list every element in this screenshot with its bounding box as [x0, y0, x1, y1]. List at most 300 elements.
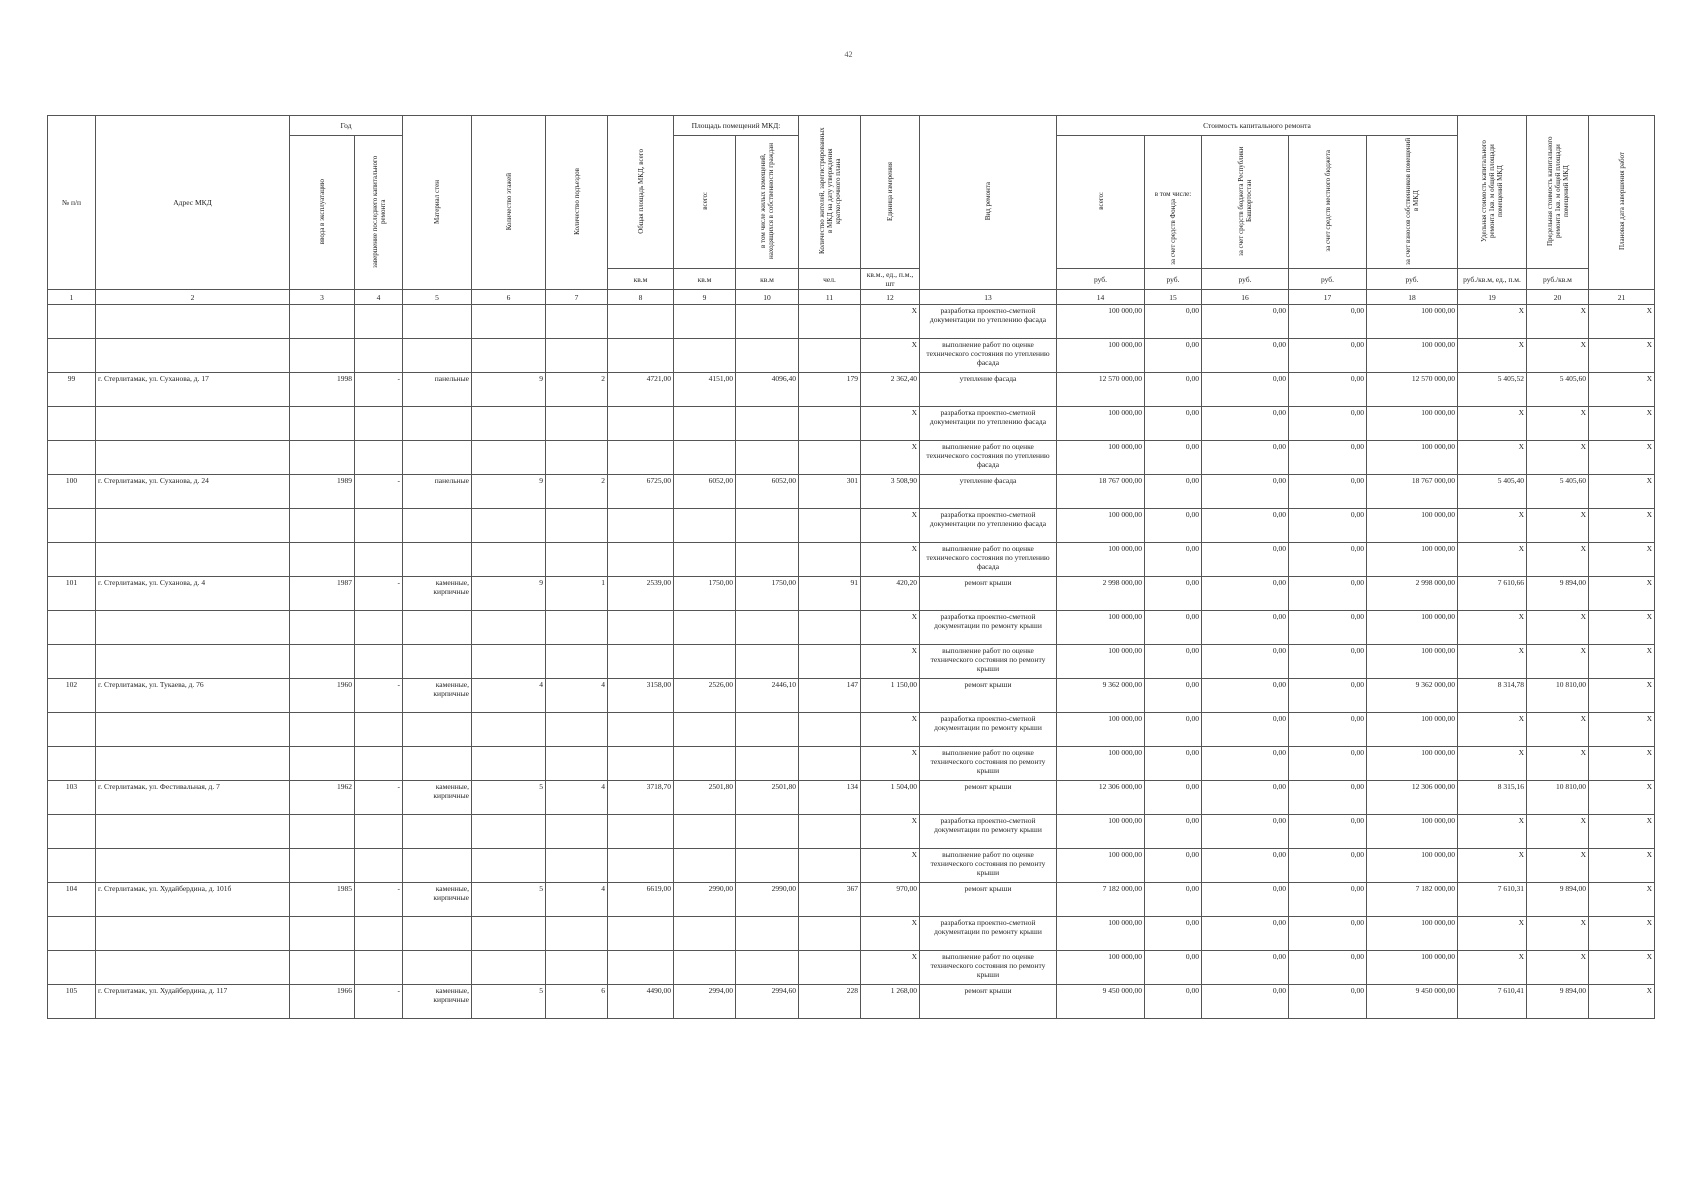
- area-cell: 3718,70: [608, 781, 674, 815]
- republic-cell: 0,00: [1202, 475, 1289, 509]
- material-cell: [403, 543, 472, 577]
- header-wall-material: Материал стен: [403, 116, 472, 290]
- entrances-cell: [546, 713, 608, 747]
- entrances-cell: [546, 849, 608, 883]
- owners-cell: 100 000,00: [1367, 441, 1458, 475]
- unit-value-cell: X: [861, 645, 920, 679]
- last-repair-cell: -: [355, 679, 403, 713]
- local-cell: 0,00: [1289, 543, 1367, 577]
- cost-total-cell: 100 000,00: [1057, 339, 1145, 373]
- table-row: [48, 985, 1655, 1019]
- column-number: 17: [1289, 290, 1367, 305]
- owners-cell: 100 000,00: [1367, 951, 1458, 985]
- residents-cell: [799, 713, 861, 747]
- cost-total-cell: 9 362 000,00: [1057, 679, 1145, 713]
- local-cell: 0,00: [1289, 611, 1367, 645]
- floors-cell: [472, 917, 546, 951]
- year-cell: [290, 747, 355, 781]
- area-cell: 4721,00: [608, 373, 674, 407]
- planned-date-cell: X: [1589, 543, 1655, 577]
- max-cost-cell: 10 810,00: [1527, 679, 1589, 713]
- material-cell: [403, 747, 472, 781]
- row-num: [48, 543, 96, 577]
- last-repair-cell: [355, 951, 403, 985]
- republic-cell: 0,00: [1202, 577, 1289, 611]
- repair-type-cell: разработка проектно-сметной документации по утеплению фасада: [920, 305, 1057, 339]
- owners-cell: 2 998 000,00: [1367, 577, 1458, 611]
- specific-cost-cell: X: [1458, 951, 1527, 985]
- repair-type-cell: разработка проектно-сметной документации по ремонту крыши: [920, 611, 1057, 645]
- residents-cell: [799, 509, 861, 543]
- header-year-group: Год: [290, 116, 403, 136]
- address-cell: [96, 441, 290, 475]
- max-cost-cell: X: [1527, 407, 1589, 441]
- address-cell: [96, 339, 290, 373]
- unit-cell: руб.: [1145, 269, 1202, 290]
- last-repair-cell: -: [355, 577, 403, 611]
- unit-cell: руб.: [1367, 269, 1458, 290]
- unit-cell: руб.: [1202, 269, 1289, 290]
- row-num: 102: [48, 679, 96, 713]
- material-cell: каменные, кирпичные: [403, 883, 472, 917]
- address-cell: [96, 407, 290, 441]
- unit-cell: руб.: [1057, 269, 1145, 290]
- address-cell: [96, 713, 290, 747]
- fund-cell: 0,00: [1145, 679, 1202, 713]
- max-cost-cell: X: [1527, 815, 1589, 849]
- entrances-cell: 1: [546, 577, 608, 611]
- year-cell: [290, 951, 355, 985]
- repair-type-cell: выполнение работ по оценке технического состояния по утеплению фасада: [920, 339, 1057, 373]
- planned-date-cell: X: [1589, 679, 1655, 713]
- local-cell: 0,00: [1289, 815, 1367, 849]
- local-cell: 0,00: [1289, 645, 1367, 679]
- cost-total-cell: 100 000,00: [1057, 509, 1145, 543]
- last-repair-cell: [355, 305, 403, 339]
- unit-value-cell: 970,00: [861, 883, 920, 917]
- owned-cell: 2501,80: [736, 781, 799, 815]
- republic-cell: 0,00: [1202, 713, 1289, 747]
- specific-cost-cell: X: [1458, 849, 1527, 883]
- owners-cell: 100 000,00: [1367, 713, 1458, 747]
- owned-cell: 4096,40: [736, 373, 799, 407]
- owners-cell: 100 000,00: [1367, 339, 1458, 373]
- unit-cell: кв.м: [674, 269, 736, 290]
- entrances-cell: [546, 815, 608, 849]
- address-cell: г. Стерлитамак, ул. Фестивальная, д. 7: [96, 781, 290, 815]
- table-row: [48, 407, 1655, 441]
- year-cell: 1960: [290, 679, 355, 713]
- planned-date-cell: X: [1589, 441, 1655, 475]
- material-cell: [403, 441, 472, 475]
- planned-date-cell: X: [1589, 815, 1655, 849]
- owned-cell: 6052,00: [736, 475, 799, 509]
- floors-cell: 9: [472, 373, 546, 407]
- column-number: 2: [96, 290, 290, 305]
- max-cost-cell: 9 894,00: [1527, 883, 1589, 917]
- owned-cell: [736, 611, 799, 645]
- premises-cell: [674, 815, 736, 849]
- column-number: 13: [920, 290, 1057, 305]
- residents-cell: [799, 305, 861, 339]
- last-repair-cell: -: [355, 883, 403, 917]
- premises-cell: 2501,80: [674, 781, 736, 815]
- owned-cell: [736, 441, 799, 475]
- column-number: 4: [355, 290, 403, 305]
- entrances-cell: [546, 509, 608, 543]
- unit-value-cell: X: [861, 441, 920, 475]
- area-cell: [608, 509, 674, 543]
- republic-cell: 0,00: [1202, 883, 1289, 917]
- republic-cell: 0,00: [1202, 543, 1289, 577]
- cost-total-cell: 9 450 000,00: [1057, 985, 1145, 1019]
- unit-value-cell: 1 268,00: [861, 985, 920, 1019]
- area-cell: [608, 339, 674, 373]
- max-cost-cell: X: [1527, 543, 1589, 577]
- repair-type-cell: выполнение работ по оценке технического состояния по утеплению фасада: [920, 543, 1057, 577]
- table-row: [48, 713, 1655, 747]
- table-row: [48, 441, 1655, 475]
- floors-cell: 5: [472, 781, 546, 815]
- planned-date-cell: X: [1589, 781, 1655, 815]
- floors-cell: [472, 407, 546, 441]
- table-row: [48, 917, 1655, 951]
- header-cost-group: Стоимость капитального ремонта: [1057, 116, 1458, 136]
- premises-cell: 2994,00: [674, 985, 736, 1019]
- header-specific-cost: Удельная стоимость капитального ремонта 1кв. м общей площади помещений МКД: [1458, 116, 1527, 269]
- material-cell: [403, 305, 472, 339]
- max-cost-cell: X: [1527, 645, 1589, 679]
- premises-cell: [674, 305, 736, 339]
- max-cost-cell: X: [1527, 509, 1589, 543]
- residents-cell: [799, 611, 861, 645]
- table-row: [48, 883, 1655, 917]
- column-number-row: [48, 290, 1655, 305]
- area-cell: [608, 849, 674, 883]
- area-cell: 3158,00: [608, 679, 674, 713]
- repair-type-cell: разработка проектно-сметной документации по утеплению фасада: [920, 509, 1057, 543]
- area-cell: [608, 747, 674, 781]
- area-cell: 6725,00: [608, 475, 674, 509]
- floors-cell: 9: [472, 577, 546, 611]
- unit-cell: руб./кв.м, ед., п.м.: [1458, 269, 1527, 290]
- address-cell: [96, 747, 290, 781]
- row-num: [48, 747, 96, 781]
- premises-cell: [674, 713, 736, 747]
- table-row: [48, 305, 1655, 339]
- column-number: 14: [1057, 290, 1145, 305]
- fund-cell: 0,00: [1145, 713, 1202, 747]
- area-cell: [608, 611, 674, 645]
- specific-cost-cell: X: [1458, 713, 1527, 747]
- specific-cost-cell: X: [1458, 611, 1527, 645]
- entrances-cell: 4: [546, 883, 608, 917]
- column-number: 3: [290, 290, 355, 305]
- year-cell: 1962: [290, 781, 355, 815]
- republic-cell: 0,00: [1202, 441, 1289, 475]
- max-cost-cell: X: [1527, 305, 1589, 339]
- owned-cell: [736, 917, 799, 951]
- cost-total-cell: 100 000,00: [1057, 441, 1145, 475]
- owned-cell: 2990,00: [736, 883, 799, 917]
- floors-cell: [472, 747, 546, 781]
- fund-cell: 0,00: [1145, 407, 1202, 441]
- material-cell: [403, 713, 472, 747]
- planned-date-cell: X: [1589, 305, 1655, 339]
- table-row: [48, 611, 1655, 645]
- table-row: [48, 543, 1655, 577]
- local-cell: 0,00: [1289, 577, 1367, 611]
- table-row: [48, 339, 1655, 373]
- repair-type-cell: разработка проектно-сметной документации по ремонту крыши: [920, 917, 1057, 951]
- residents-cell: 228: [799, 985, 861, 1019]
- unit-value-cell: X: [861, 747, 920, 781]
- unit-value-cell: 1 150,00: [861, 679, 920, 713]
- cost-total-cell: 100 000,00: [1057, 849, 1145, 883]
- header-total-area: Общая площадь МКД, всего: [608, 116, 674, 269]
- premises-cell: 2990,00: [674, 883, 736, 917]
- floors-cell: [472, 645, 546, 679]
- year-cell: 1966: [290, 985, 355, 1019]
- fund-cell: 0,00: [1145, 883, 1202, 917]
- fund-cell: 0,00: [1145, 339, 1202, 373]
- cost-total-cell: 100 000,00: [1057, 917, 1145, 951]
- address-cell: г. Стерлитамак, ул. Худайбердина, д. 101б: [96, 883, 290, 917]
- planned-date-cell: X: [1589, 917, 1655, 951]
- unit-value-cell: 3 508,90: [861, 475, 920, 509]
- last-repair-cell: -: [355, 373, 403, 407]
- max-cost-cell: X: [1527, 917, 1589, 951]
- owned-cell: [736, 713, 799, 747]
- last-repair-cell: [355, 917, 403, 951]
- entrances-cell: 2: [546, 373, 608, 407]
- local-cell: 0,00: [1289, 305, 1367, 339]
- cost-total-cell: 100 000,00: [1057, 747, 1145, 781]
- row-num: 100: [48, 475, 96, 509]
- residents-cell: 91: [799, 577, 861, 611]
- residents-cell: 134: [799, 781, 861, 815]
- specific-cost-cell: X: [1458, 509, 1527, 543]
- row-num: [48, 951, 96, 985]
- premises-cell: [674, 849, 736, 883]
- specific-cost-cell: 5 405,52: [1458, 373, 1527, 407]
- unit-value-cell: X: [861, 951, 920, 985]
- address-cell: [96, 951, 290, 985]
- area-cell: 4490,00: [608, 985, 674, 1019]
- header-max-cost: Предельная стоимость капитального ремонта 1кв. м общей площади помещений МКД: [1527, 116, 1589, 269]
- row-num: 103: [48, 781, 96, 815]
- floors-cell: [472, 543, 546, 577]
- local-cell: 0,00: [1289, 407, 1367, 441]
- repair-type-cell: выполнение работ по оценке технического состояния по ремонту крыши: [920, 645, 1057, 679]
- residents-cell: 367: [799, 883, 861, 917]
- material-cell: [403, 815, 472, 849]
- row-num: 101: [48, 577, 96, 611]
- owners-cell: 100 000,00: [1367, 611, 1458, 645]
- last-repair-cell: -: [355, 781, 403, 815]
- repair-plan-table: [47, 115, 1655, 1019]
- table-row: [48, 679, 1655, 713]
- year-cell: [290, 305, 355, 339]
- residents-cell: [799, 849, 861, 883]
- address-cell: [96, 645, 290, 679]
- row-num: [48, 305, 96, 339]
- row-num: [48, 611, 96, 645]
- floors-cell: 5: [472, 883, 546, 917]
- owned-cell: [736, 543, 799, 577]
- address-cell: [96, 543, 290, 577]
- cost-total-cell: 100 000,00: [1057, 543, 1145, 577]
- local-cell: 0,00: [1289, 441, 1367, 475]
- specific-cost-cell: X: [1458, 407, 1527, 441]
- premises-cell: [674, 509, 736, 543]
- row-num: [48, 713, 96, 747]
- cost-total-cell: 2 998 000,00: [1057, 577, 1145, 611]
- republic-cell: 0,00: [1202, 985, 1289, 1019]
- cost-total-cell: 100 000,00: [1057, 645, 1145, 679]
- fund-cell: 0,00: [1145, 781, 1202, 815]
- unit-value-cell: X: [861, 815, 920, 849]
- header-fund: в том числе: за счет средств Фонда: [1145, 136, 1202, 269]
- repair-type-cell: утепление фасада: [920, 373, 1057, 407]
- material-cell: [403, 339, 472, 373]
- table-row: [48, 509, 1655, 543]
- entrances-cell: [546, 543, 608, 577]
- premises-cell: [674, 645, 736, 679]
- owned-cell: [736, 407, 799, 441]
- header-num: № п/п: [48, 116, 96, 290]
- header-republic: за счет средств бюджета Республики Башкортостан: [1202, 136, 1289, 269]
- republic-cell: 0,00: [1202, 679, 1289, 713]
- premises-cell: 4151,00: [674, 373, 736, 407]
- specific-cost-cell: X: [1458, 645, 1527, 679]
- last-repair-cell: [355, 611, 403, 645]
- specific-cost-cell: 7 610,41: [1458, 985, 1527, 1019]
- specific-cost-cell: 5 405,40: [1458, 475, 1527, 509]
- unit-cell: руб.: [1289, 269, 1367, 290]
- table-row: [48, 577, 1655, 611]
- unit-value-cell: X: [861, 611, 920, 645]
- row-num: [48, 645, 96, 679]
- table-row: [48, 951, 1655, 985]
- row-num: [48, 339, 96, 373]
- column-number: 5: [403, 290, 472, 305]
- fund-cell: 0,00: [1145, 441, 1202, 475]
- last-repair-cell: [355, 407, 403, 441]
- year-cell: [290, 407, 355, 441]
- max-cost-cell: 5 405,60: [1527, 373, 1589, 407]
- row-num: [48, 407, 96, 441]
- local-cell: 0,00: [1289, 509, 1367, 543]
- table-row: [48, 475, 1655, 509]
- repair-type-cell: ремонт крыши: [920, 781, 1057, 815]
- unit-value-cell: X: [861, 305, 920, 339]
- specific-cost-cell: X: [1458, 339, 1527, 373]
- specific-cost-cell: 7 610,66: [1458, 577, 1527, 611]
- planned-date-cell: X: [1589, 951, 1655, 985]
- planned-date-cell: X: [1589, 509, 1655, 543]
- cost-total-cell: 18 767 000,00: [1057, 475, 1145, 509]
- last-repair-cell: [355, 849, 403, 883]
- premises-cell: 1750,00: [674, 577, 736, 611]
- unit-value-cell: X: [861, 407, 920, 441]
- entrances-cell: [546, 407, 608, 441]
- area-cell: [608, 951, 674, 985]
- unit-value-cell: 1 504,00: [861, 781, 920, 815]
- owned-cell: 2446,10: [736, 679, 799, 713]
- fund-cell: 0,00: [1145, 985, 1202, 1019]
- owners-cell: 100 000,00: [1367, 305, 1458, 339]
- column-number: 15: [1145, 290, 1202, 305]
- column-number: 1: [48, 290, 96, 305]
- material-cell: каменные, кирпичные: [403, 781, 472, 815]
- residents-cell: [799, 747, 861, 781]
- repair-type-cell: выполнение работ по оценке технического состояния по ремонту крыши: [920, 951, 1057, 985]
- owners-cell: 100 000,00: [1367, 509, 1458, 543]
- last-repair-cell: -: [355, 985, 403, 1019]
- row-num: 105: [48, 985, 96, 1019]
- area-cell: [608, 645, 674, 679]
- column-number: 9: [674, 290, 736, 305]
- unit-cell: чел.: [799, 269, 861, 290]
- header-entrances: Количество подъездов: [546, 116, 608, 290]
- area-cell: [608, 441, 674, 475]
- premises-cell: [674, 747, 736, 781]
- owners-cell: 12 570 000,00: [1367, 373, 1458, 407]
- header-unit: Единица измерения: [861, 116, 920, 269]
- header-cost-total: всего:: [1057, 136, 1145, 269]
- column-number: 6: [472, 290, 546, 305]
- cost-total-cell: 12 306 000,00: [1057, 781, 1145, 815]
- planned-date-cell: X: [1589, 849, 1655, 883]
- address-cell: г. Стерлитамак, ул. Суханова, д. 4: [96, 577, 290, 611]
- entrances-cell: [546, 441, 608, 475]
- year-cell: [290, 917, 355, 951]
- column-number: 7: [546, 290, 608, 305]
- unit-value-cell: 420,20: [861, 577, 920, 611]
- material-cell: [403, 407, 472, 441]
- year-cell: [290, 713, 355, 747]
- planned-date-cell: X: [1589, 985, 1655, 1019]
- column-number: 10: [736, 290, 799, 305]
- premises-cell: [674, 441, 736, 475]
- material-cell: каменные, кирпичные: [403, 577, 472, 611]
- repair-type-cell: утепление фасада: [920, 475, 1057, 509]
- row-num: [48, 815, 96, 849]
- residents-cell: [799, 951, 861, 985]
- header-year-commission: ввода в эксплуатацию: [290, 136, 355, 290]
- entrances-cell: [546, 645, 608, 679]
- table-row: [48, 645, 1655, 679]
- area-cell: [608, 713, 674, 747]
- max-cost-cell: 9 894,00: [1527, 577, 1589, 611]
- residents-cell: [799, 339, 861, 373]
- table-row: [48, 781, 1655, 815]
- planned-date-cell: X: [1589, 645, 1655, 679]
- unit-cell: руб./кв.м: [1527, 269, 1589, 290]
- area-cell: 6619,00: [608, 883, 674, 917]
- header-premises-group: Площадь помещений МКД:: [674, 116, 799, 136]
- unit-value-cell: X: [861, 849, 920, 883]
- republic-cell: 0,00: [1202, 747, 1289, 781]
- owned-cell: [736, 951, 799, 985]
- owned-cell: [736, 815, 799, 849]
- year-cell: 1998: [290, 373, 355, 407]
- residents-cell: [799, 917, 861, 951]
- owned-cell: [736, 509, 799, 543]
- last-repair-cell: [355, 543, 403, 577]
- floors-cell: [472, 509, 546, 543]
